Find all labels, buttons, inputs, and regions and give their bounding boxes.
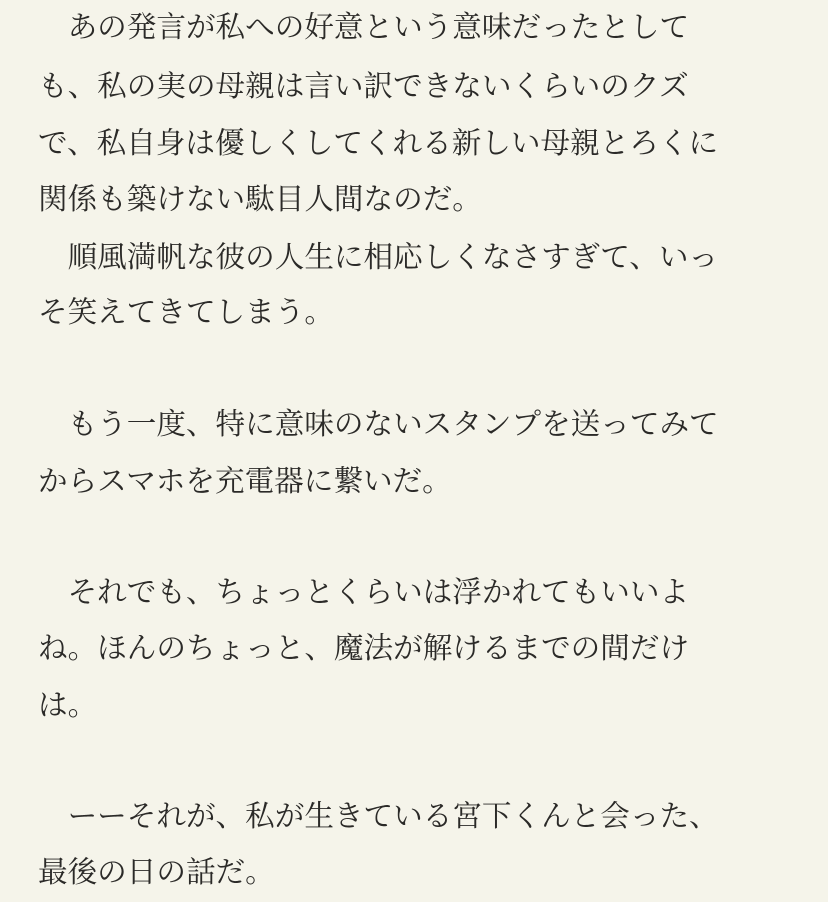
text-line: 最後の日の話だ。: [38, 855, 275, 889]
text-line: ーーそれが、私が生きている宮下くんと会った、: [38, 799, 719, 833]
text-line: あの発言が私への好意という意味だったとして: [38, 10, 690, 44]
text-line: からスマホを充電器に繋いだ。: [38, 464, 452, 498]
text-line: ね。ほんのちょっと、魔法が解けるまでの間だけ: [38, 631, 690, 665]
text-line: 順風満帆な彼の人生に相応しくなさすぎて、いっ: [38, 240, 719, 274]
text-line: も、私の実の母親は言い訳できないくらいのクズ: [38, 69, 689, 103]
text-line: は。: [38, 688, 98, 722]
text-line: で、私自身は優しくしてくれる新しい母親とろくに: [38, 126, 719, 160]
text-line: 関係も築けない駄目人間なのだ。: [38, 182, 482, 216]
text-line: それでも、ちょっとくらいは浮かれてもいいよ: [38, 575, 690, 609]
text-line: そ笑えてきてしまう。: [38, 295, 334, 329]
text-line: もう一度、特に意味のないスタンプを送ってみて: [38, 407, 719, 441]
